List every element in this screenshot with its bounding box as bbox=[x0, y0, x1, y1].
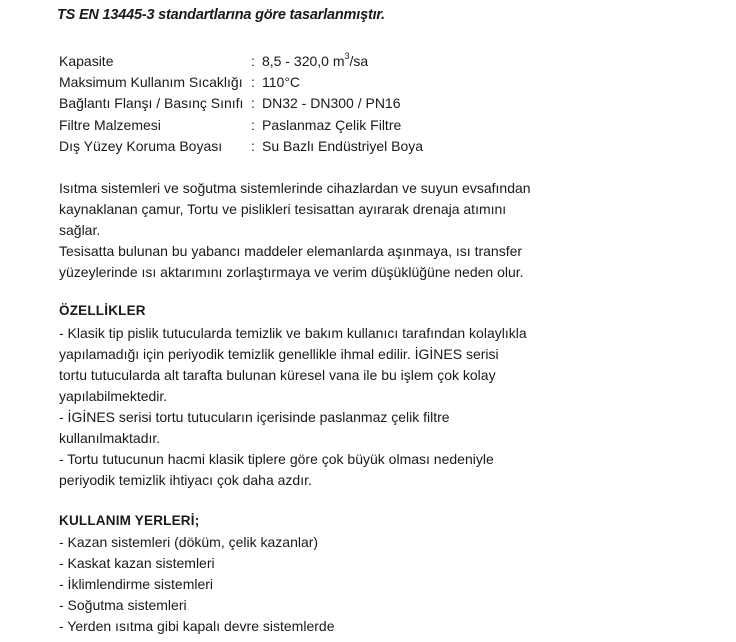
features-paragraph bbox=[59, 323, 527, 491]
intro-paragraph bbox=[59, 178, 531, 283]
features-heading: ÖZELLİKLER bbox=[59, 303, 146, 318]
spec-label: Kapasite bbox=[59, 53, 114, 69]
spec-separator: : bbox=[251, 53, 255, 69]
feature-line: kullanılmaktadır. bbox=[59, 430, 161, 446]
intro-line: yüzeylerinde ısı aktarımını zorlaştırmaya ve verim düşüklüğüne neden olur. bbox=[59, 264, 524, 280]
feature-line: periyodik temizlik ihtiyacı çok daha azdır. bbox=[59, 472, 312, 488]
usage-list-item: - Kazan sistemleri (döküm, çelik kazanlar) bbox=[59, 534, 319, 550]
standard-headline: TS EN 13445-3 standartlarına göre tasarlanmıştır. bbox=[57, 7, 385, 23]
spec-value: Su Bazlı Endüstriyel Boya bbox=[262, 137, 424, 154]
feature-line: - Tortu tutucunun hacmi klasik tiplere göre çok büyük olması nedeniyle bbox=[59, 451, 494, 467]
spec-row-coating bbox=[59, 136, 423, 157]
spec-value bbox=[262, 51, 368, 72]
intro-line: Isıtma sistemleri ve soğutma sistemlerinde cihazlardan ve suyun evsafından bbox=[59, 180, 531, 196]
spec-value-superscript: 3 bbox=[344, 51, 350, 62]
spec-label: Dış Yüzey Koruma Boyası bbox=[59, 137, 223, 154]
spec-value: Paslanmaz Çelik Filtre bbox=[262, 116, 402, 133]
spec-separator: : bbox=[251, 116, 255, 133]
spec-separator: : bbox=[251, 95, 255, 112]
feature-line: tortu tutucularda alt tarafta bulunan küresel vana ile bu işlem çok kolay bbox=[59, 367, 496, 383]
spec-row-flange-pressure bbox=[59, 93, 423, 114]
spec-table bbox=[59, 51, 423, 157]
spec-separator: : bbox=[251, 137, 255, 154]
feature-line: - Klasik tip pislik tutucularda temizlik ve bakım kullanıcı tarafından kolaylıkla bbox=[59, 325, 527, 341]
usage-list-item: - Yerden ısıtma gibi kapalı devre sistemlerde bbox=[59, 618, 335, 634]
usage-list-item: - Soğutma sistemleri bbox=[59, 597, 187, 613]
feature-line: yapılamadığı için periyodik temizlik genellikle ihmal edilir. İGİNES serisi bbox=[59, 346, 499, 362]
usage-list-item: - İklimlendirme sistemleri bbox=[59, 576, 214, 592]
usage-heading: KULLANIM YERLERİ; bbox=[59, 513, 200, 528]
spec-row-capacity bbox=[59, 51, 423, 72]
spec-value: DN32 - DN300 / PN16 bbox=[262, 95, 401, 112]
spec-value-suffix: /sa bbox=[349, 53, 369, 69]
feature-line: yapılabilmektedir. bbox=[59, 388, 168, 404]
spec-value: 110°C bbox=[262, 74, 301, 91]
usage-list bbox=[59, 532, 334, 637]
spec-label: Maksimum Kullanım Sıcaklığı bbox=[59, 74, 243, 91]
spec-label: Bağlantı Flanşı / Basınç Sınıfı bbox=[59, 95, 244, 112]
feature-line: - İGİNES serisi tortu tutucuların içerisinde paslanmaz çelik filtre bbox=[59, 409, 450, 425]
spec-label: Filtre Malzemesi bbox=[59, 116, 161, 133]
intro-line: kaynaklanan çamur, Tortu ve pislikleri tesisattan ayırarak drenaja atımını bbox=[59, 201, 507, 217]
spec-row-max-temperature bbox=[59, 72, 423, 93]
usage-list-item: - Kaskat kazan sistemleri bbox=[59, 555, 215, 571]
spec-separator: : bbox=[251, 74, 255, 91]
spec-value-text: 8,5 - 320,0 m bbox=[262, 53, 345, 69]
intro-line: sağlar. bbox=[59, 222, 101, 238]
spec-row-filter-material bbox=[59, 115, 423, 136]
intro-line: Tesisatta bulunan bu yabancı maddeler elemanlarda aşınmaya, ısı transfer bbox=[59, 243, 523, 259]
